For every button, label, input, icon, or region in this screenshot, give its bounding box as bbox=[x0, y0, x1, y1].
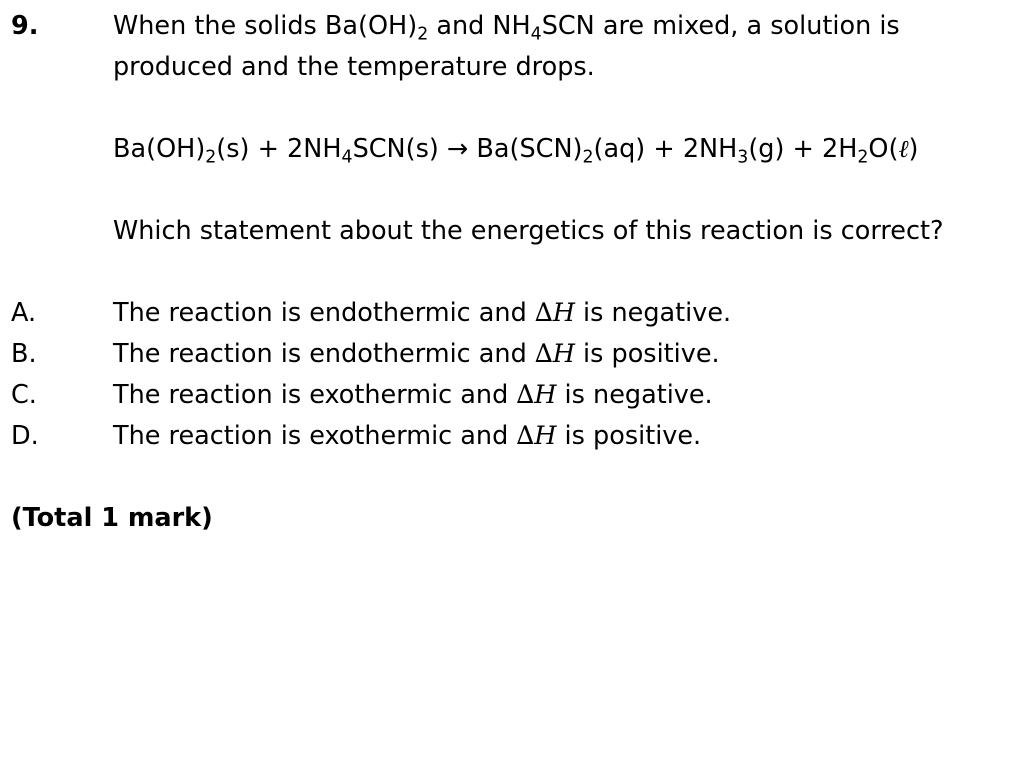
subscript: 4 bbox=[341, 147, 353, 168]
option-text: is positive. bbox=[556, 421, 702, 451]
option-text: The reaction is exothermic and bbox=[113, 380, 517, 410]
delta-symbol: ∆ bbox=[516, 421, 535, 451]
delta-symbol: ∆ bbox=[516, 380, 535, 410]
equation-text: Ba(SCN) bbox=[468, 134, 583, 164]
stem-line-1 bbox=[113, 6, 1018, 47]
subscript: 2 bbox=[582, 147, 594, 168]
equation-text: SCN(s) bbox=[352, 134, 447, 164]
stem-text: SCN are mixed, a solution is bbox=[541, 11, 900, 41]
option-text: is negative. bbox=[556, 380, 713, 410]
equation-text: (aq) + 2NH bbox=[593, 134, 738, 164]
enthalpy-symbol: H bbox=[552, 339, 575, 369]
stem-line-2: produced and the temperature drops. bbox=[113, 52, 595, 82]
equation-text: Ba(OH) bbox=[113, 134, 206, 164]
stem-text: When the solids Ba(OH) bbox=[113, 11, 418, 41]
subscript: 2 bbox=[417, 24, 429, 45]
option-text: The reaction is exothermic and bbox=[113, 421, 517, 451]
question-prompt bbox=[113, 211, 1018, 252]
option-a bbox=[11, 293, 731, 334]
subscript: 2 bbox=[857, 147, 869, 168]
enthalpy-symbol: H bbox=[552, 298, 575, 328]
option-letter: A. bbox=[11, 298, 37, 328]
option-d bbox=[11, 416, 701, 457]
question-number: 9. bbox=[11, 11, 39, 41]
delta-symbol: ∆ bbox=[534, 339, 553, 369]
option-letter: D. bbox=[11, 421, 39, 451]
option-text: is positive. bbox=[574, 339, 720, 369]
enthalpy-symbol: H bbox=[534, 380, 557, 410]
equation-text: ) bbox=[908, 134, 919, 164]
stem-text: and NH bbox=[428, 11, 531, 41]
question-stem bbox=[113, 6, 1018, 88]
enthalpy-symbol: H bbox=[534, 421, 557, 451]
equation-text: (g) + 2H bbox=[748, 134, 858, 164]
option-letter: C. bbox=[11, 380, 37, 410]
option-text: The reaction is endothermic and bbox=[113, 298, 535, 328]
equation-text: (s) + 2NH bbox=[216, 134, 342, 164]
subscript: 2 bbox=[205, 147, 217, 168]
prompt-text: Which statement about the energetics of this reaction is correct? bbox=[113, 216, 944, 246]
equation-text: O( bbox=[868, 134, 899, 164]
option-text: is negative. bbox=[574, 298, 732, 328]
delta-symbol: ∆ bbox=[534, 298, 553, 328]
liquid-state-symbol: ℓ bbox=[898, 135, 909, 163]
option-letter: B. bbox=[11, 339, 37, 369]
option-b bbox=[11, 334, 720, 375]
option-text: The reaction is endothermic and bbox=[113, 339, 535, 369]
total-mark: (Total 1 mark) bbox=[11, 503, 213, 533]
chemical-equation bbox=[113, 129, 1018, 170]
subscript: 4 bbox=[530, 24, 542, 45]
subscript: 3 bbox=[737, 147, 749, 168]
option-c bbox=[11, 375, 713, 416]
reaction-arrow: → bbox=[446, 134, 469, 164]
